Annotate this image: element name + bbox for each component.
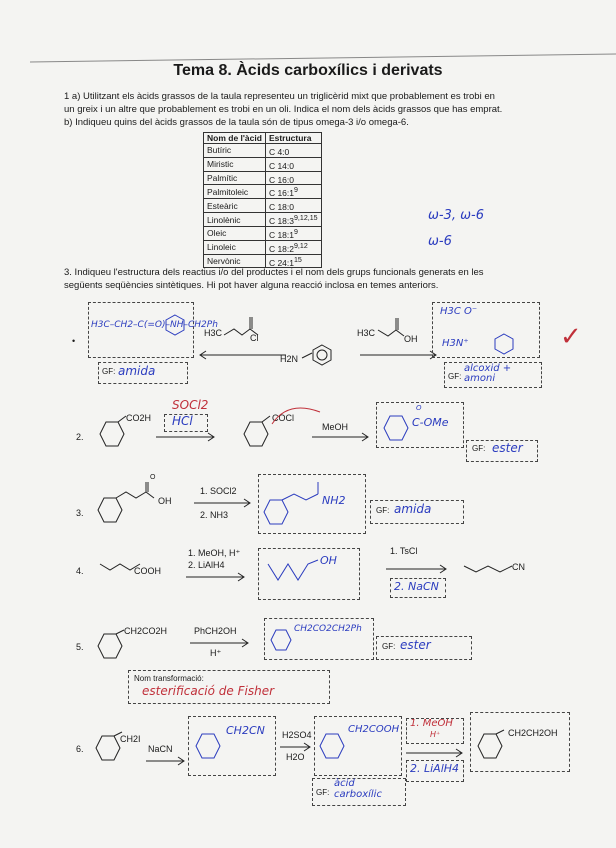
r4-tscl: 1. TsCl — [390, 546, 418, 556]
r3-o-label: O — [150, 474, 156, 481]
acid-structure: C 14:0 — [265, 157, 321, 171]
r2-arrow-1 — [156, 432, 214, 442]
r3-amide-drawing — [262, 480, 362, 530]
r6-number: 6. — [76, 744, 84, 754]
r3-arrow — [194, 498, 250, 508]
r1-ammonium: H3N⁺ — [442, 338, 469, 349]
r5-start-label: CH2CO2H — [124, 626, 168, 636]
q1-line2: un greix i un altre que probablement es trobi en un oli. Indica el nom dels àcids grassos que has emprat. — [64, 104, 503, 115]
r2-arrow-2 — [312, 432, 368, 442]
r1-h3c-label: H3C — [204, 328, 223, 338]
table-row — [204, 240, 322, 254]
r6-arrow-3 — [406, 748, 462, 758]
table-row — [204, 213, 322, 227]
r1-check-mark: ✓ — [560, 322, 582, 352]
r2-co2h-label: CO2H — [126, 413, 152, 423]
table-row — [204, 185, 322, 199]
omega-note-linolenic: ω-3, ω-6 — [428, 208, 484, 223]
r6-arrow-1 — [146, 756, 184, 766]
r1-gf-label: GF: — [102, 367, 116, 376]
r6-prod1: CH2CN — [226, 724, 265, 737]
r4-step1: 1. MeOH, H⁺ — [188, 548, 241, 558]
r1-gf-right-answer: alcoxid + amoni — [464, 363, 512, 384]
r1-carboxylate: H3C O⁻ — [440, 306, 478, 317]
r2-mechanism-arrow — [268, 404, 328, 434]
r2-product: C-OMe — [412, 416, 449, 429]
r1-arrow-left — [200, 350, 286, 360]
r6-arrow-2 — [280, 742, 310, 752]
r1-acid-h3c: H3C — [357, 328, 376, 338]
r4-number: 4. — [76, 566, 84, 576]
r6-h2so4: H2SO4 — [282, 730, 312, 740]
acid-name: Linolènic — [204, 213, 266, 227]
r6-prod2: CH2COOH — [348, 724, 400, 735]
acid-name: Linoleic — [204, 240, 266, 254]
acid-name: Esteàric — [204, 199, 266, 213]
r1-ammonium-ring — [494, 334, 514, 354]
r2-gf-label: GF: — [472, 444, 486, 453]
omega-note-linoleic: ω-6 — [428, 234, 452, 249]
question-1-text — [64, 90, 502, 129]
r3-step1: 1. SOCl2 — [200, 486, 237, 496]
acid-structure: C 4:0 — [265, 144, 321, 158]
acid-name: Butíric — [204, 144, 266, 158]
acid-structure: C $24:1^{15}$ — [265, 254, 321, 268]
table-header: Estructura — [265, 133, 321, 144]
page-title: Tema 8. Àcids carboxílics i derivats — [173, 62, 443, 79]
r3-gf-answer: amida — [394, 502, 432, 516]
r1-propanoic-acid — [378, 316, 428, 346]
r5-gf-answer: ester — [400, 638, 431, 652]
r3-oh-label: OH — [158, 496, 172, 506]
acid-structure: C 18:3$^{9,12,15}$ — [265, 213, 321, 227]
r6-step1-acid: H⁺ — [430, 730, 441, 739]
table-row — [204, 226, 322, 240]
r1-amide-ring — [165, 315, 185, 335]
fatty-acid-table — [203, 132, 322, 268]
r5-number: 5. — [76, 642, 84, 652]
r6-step1: 1. MeOH — [410, 718, 453, 729]
acid-name: Palmitoleic — [204, 185, 266, 199]
r1-amine-label: H2N — [280, 354, 299, 364]
r5-catalyst: H⁺ — [210, 648, 222, 658]
r6-gf-label: GF: — [316, 788, 330, 797]
r4-cooh-label: COOH — [134, 566, 161, 576]
r2-gf-answer: ester — [492, 441, 523, 455]
r1-gf-answer: amida — [118, 364, 156, 378]
r1-arrow-right — [360, 350, 436, 360]
r5-gf-label: GF: — [382, 642, 396, 651]
question-3-text — [64, 266, 484, 292]
q1-line3: b) Indiqueu quins del àcids grassos de la taula són de tipus omega-3 i/o omega-6. — [64, 117, 409, 128]
acid-structure: C 18:0 — [265, 199, 321, 213]
r4-arrow-1 — [186, 572, 244, 582]
table-header: Nom de l'àcid — [204, 133, 266, 144]
q3-line2: següents seqüències sintètiques. Hi pot haver alguna reacció inclosa en temes anteriors. — [64, 280, 439, 291]
r4-cn-label: CN — [512, 562, 525, 572]
r3-step2: 2. NH3 — [200, 510, 229, 520]
table-row — [204, 144, 322, 158]
acid-structure: C 16:0 — [265, 171, 321, 185]
q3-line1: 3. Indiqueu l'estructura dels reactius i/o del productes i el nom dels grups funcionals generats en les — [64, 267, 484, 278]
r1-benzylamine — [302, 343, 342, 373]
r1-cl-label: Cl — [250, 333, 259, 343]
table-row — [204, 171, 322, 185]
acid-name: Nervònic — [204, 254, 266, 268]
r4-arrow-2 — [386, 564, 446, 574]
r2-socl2-note: SOCl2 — [172, 398, 209, 412]
q1-line1: 1 a) Utilitzant els àcids grassos de la taula representeu un triglicèrid mixt que probablement es trobi en — [64, 91, 495, 102]
r1-amide-drawing: H3C–CH2–C(=O)–NH–CH2Ph — [91, 320, 218, 330]
r4-reagent2: 2. NaCN — [394, 580, 439, 593]
r5-product: CH2CO2CH2Ph — [294, 624, 362, 634]
r2-product-o: O — [416, 404, 422, 412]
r5-reagent: PhCH2OH — [194, 626, 237, 636]
r1-gf-right-label: GF: — [448, 372, 462, 381]
r3-number: 3. — [76, 508, 84, 518]
r5-transformation-answer: esterificació de Fisher — [142, 684, 275, 698]
acid-name: Palmític — [204, 171, 266, 185]
r4-step2: 2. LiAlH4 — [188, 560, 225, 570]
acid-structure: C $16:1^9$ — [265, 185, 321, 199]
table-row — [204, 157, 322, 171]
r6-nacn: NaCN — [148, 744, 173, 754]
r3-gf-label: GF: — [376, 506, 390, 515]
r1-oh-label: OH — [404, 334, 418, 344]
r2-number: 2. — [76, 432, 84, 442]
r2-cocl-label: COCl — [272, 413, 294, 423]
r2-reagent: HCl — [172, 414, 193, 428]
r5-transformation-label: Nom transformació: — [134, 674, 204, 683]
acid-name: Oleic — [204, 226, 266, 240]
r6-start-label: CH2I — [120, 734, 141, 744]
r6-h2o: H2O — [286, 752, 305, 762]
table-header-row — [204, 133, 322, 144]
r6-final-ring — [472, 728, 512, 768]
r6-final: CH2CH2OH — [508, 728, 558, 738]
r2-meoh-label: MeOH — [322, 422, 349, 432]
acid-structure: C $18:1^9$ — [265, 226, 321, 240]
r5-arrow — [190, 638, 248, 648]
table-row — [204, 199, 322, 213]
r6-gf-answer: àcid carboxílic — [334, 778, 382, 800]
r6-step2: 2. LiAlH4 — [410, 762, 460, 775]
r4-product: OH — [320, 554, 337, 567]
acid-structure: C 18:2$^{9,12}$ — [265, 240, 321, 254]
acid-name: Miristic — [204, 157, 266, 171]
r3-product: NH2 — [322, 494, 346, 507]
